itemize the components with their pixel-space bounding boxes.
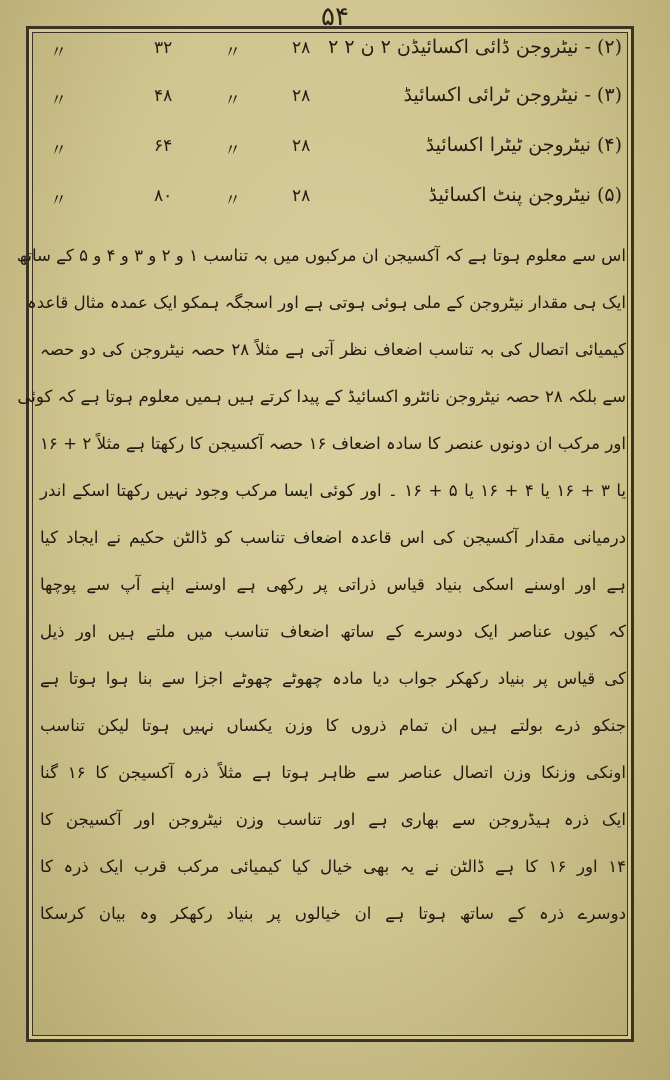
text-line: درمیانی مقدار آکسیجن کی اس قاعدہ اضعاف تناسب کو ڈالٹن حکیم نے ایجاد کیا bbox=[40, 528, 626, 547]
ditto-mark: 〃 bbox=[224, 91, 241, 111]
text-line: کی قیاس پر بنیاد رکھکر جواب دیا مادہ چھوٹے چھوٹے اجزا سے بنا ہوا ہوتا ہے bbox=[40, 669, 626, 688]
ditto-mark: 〃 bbox=[50, 91, 67, 111]
table-row bbox=[36, 180, 626, 224]
table-row bbox=[36, 32, 626, 76]
compound-name: (۵) نیٹروجن پنٹ اکسائیڈ bbox=[428, 184, 622, 206]
text-line: کہ کیوں عناصر ایک دوسرے کے ساتھ اضعاف تناسب میں ملتے ہیں اور ذیل bbox=[40, 622, 626, 641]
text-line: یا ۳ + ۱۶ یا ۴ + ۱۶ یا ۵ + ۱۶ ۔ اور کوئی ایسا مرکب وجود نہیں رکھتا اسکے اندر bbox=[40, 481, 627, 500]
nitrogen-weight: ۲۸ bbox=[292, 86, 311, 106]
oxygen-weight: ۶۴ bbox=[154, 136, 173, 156]
ditto-mark: 〃 bbox=[50, 43, 67, 63]
compound-name: (۲) - نیٹروجن ڈائی اکسائیڈن ۲ ن ۲ ۲ bbox=[328, 36, 622, 58]
text-line: کیمیائی اتصال کی بہ تناسب اضعاف نظر آتی ہے مثلاً ۲۸ حصہ نیٹروجن کی دو حصہ bbox=[40, 340, 626, 359]
compound-table bbox=[36, 30, 626, 230]
text-line: ایک ہی مقدار نیٹروجن کے ملی ہوئی ہوتی ہے اور اسجگہ ہمکو ایک عمدہ مثال قاعدہ bbox=[27, 293, 626, 312]
ditto-mark: 〃 bbox=[224, 43, 241, 63]
text-line: اور مرکب ان دونوں عنصر کا سادہ اضعاف ۱۶ حصہ آکسیجن کا رکھتا ہے مثلاً ۲ + ۱۶ bbox=[40, 434, 627, 453]
text-line: جنکو ذرے بولتے ہیں ان تمام ذروں کا وزن یکساں نہیں ہوتا لیکن تناسب bbox=[40, 716, 626, 735]
oxygen-weight: ۸۰ bbox=[154, 186, 173, 206]
text-line: دوسرے ذرہ کے ساتھ ہوتا ہے ان خیالوں پر بنیاد رکھکر وہ بیان کرسکا bbox=[40, 904, 626, 923]
nitrogen-weight: ۲۸ bbox=[292, 136, 311, 156]
text-line: ہے اور اوسنے اسکی بنیاد قیاس ذراتی پر رکھی ہے اوسنے اپنے آپ سے پوچھا bbox=[40, 575, 626, 594]
oxygen-weight: ۴۸ bbox=[154, 86, 173, 106]
text-line: اونکی وزنکا وزن اتصال عناصر سے ظاہر ہوتا ہے مثلاً ذرہ آکسیجن کا ۱۶ گنا bbox=[40, 763, 626, 782]
text-line: ۱۴ اور ۱۶ کا ہے ڈالٹن نے یہ بھی خیال کیا کیمیائی مرکب قرب ایک ذرہ کا bbox=[40, 857, 627, 876]
table-row bbox=[36, 130, 626, 174]
ditto-mark: 〃 bbox=[50, 141, 67, 161]
text-line: سے بلکہ ۲۸ حصہ نیٹروجن نائٹرو اکسائیڈ کے پیدا کرتے ہیں ہمیں معلوم ہوتا ہے کہ کوئی bbox=[17, 387, 626, 406]
page-number: ۵۴ bbox=[321, 2, 349, 32]
nitrogen-weight: ۲۸ bbox=[292, 38, 311, 58]
table-row bbox=[36, 80, 626, 124]
ditto-mark: 〃 bbox=[50, 191, 67, 211]
ditto-mark: 〃 bbox=[224, 141, 241, 161]
compound-name: (۳) - نیٹروجن ٹرائی اکسائیڈ bbox=[403, 84, 622, 106]
compound-name: (۴) نیٹروجن ٹیٹرا اکسائیڈ bbox=[425, 134, 622, 156]
oxygen-weight: ۳۲ bbox=[154, 38, 173, 58]
nitrogen-weight: ۲۸ bbox=[292, 186, 311, 206]
ditto-mark: 〃 bbox=[224, 191, 241, 211]
text-line: ایک ذرہ ہیڈروجن سے بھاری ہے اور تناسب وزن نیٹروجن اور آکسیجن کا bbox=[40, 810, 626, 829]
text-line: اس سے معلوم ہوتا ہے کہ آکسیجن ان مرکبوں میں بہ تناسب ۱ و ۲ و ۳ و ۴ و ۵ کے ساتھ bbox=[16, 246, 626, 265]
